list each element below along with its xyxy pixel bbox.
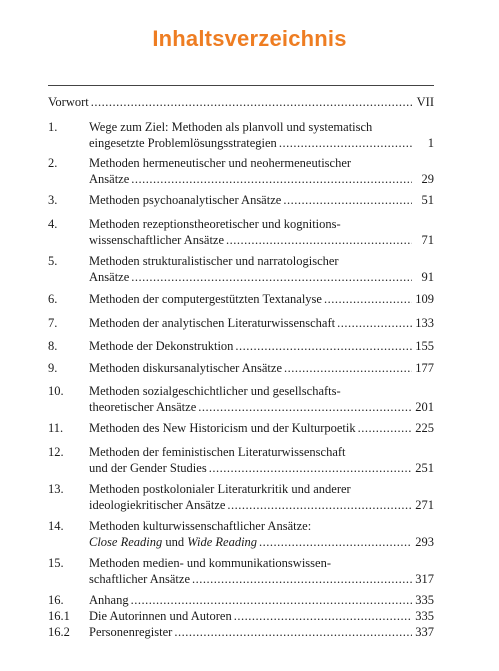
- entry-title-line1: Methoden kulturwissenschaftlicher Ansätze:: [89, 519, 312, 533]
- page-number: 133: [415, 316, 434, 330]
- page-number: 225: [415, 421, 434, 435]
- italic-term: Close Reading: [89, 535, 163, 549]
- entry-title-line2: Ansätze: [89, 172, 130, 186]
- leader-dots: [235, 338, 412, 354]
- entry-number: 10.: [48, 384, 64, 398]
- page-number: 177: [415, 361, 434, 375]
- page-number: 51: [421, 193, 434, 207]
- entry-number: 4.: [48, 217, 58, 231]
- leader-dots: [131, 269, 412, 285]
- entry-title-line1: Methoden rezeptionstheoretischer und kognitions-: [89, 217, 341, 231]
- leader-dots: [174, 624, 412, 640]
- entry-title: Anhang: [89, 593, 129, 607]
- entry-number: 16.: [48, 593, 64, 607]
- page-number: 293: [415, 535, 434, 549]
- entry-title-line1: Methoden hermeneutischer und neohermeneutischer: [89, 156, 352, 170]
- conjunction: und: [162, 535, 188, 549]
- entry-title: Personenregister: [89, 625, 173, 639]
- entry-number: 2.: [48, 156, 58, 170]
- entry-number: 11.: [48, 421, 64, 435]
- page-number: 71: [421, 233, 434, 247]
- leader-dots: [198, 399, 412, 415]
- leader-dots: [259, 534, 412, 550]
- leader-dots: [358, 420, 412, 436]
- title-rule: [48, 85, 434, 86]
- entry-number: 5.: [48, 254, 58, 268]
- page-number: 91: [421, 270, 434, 284]
- leader-dots: [192, 571, 412, 587]
- entry-title-line2: [89, 534, 257, 550]
- leader-dots: [337, 315, 412, 331]
- leader-dots: [131, 171, 412, 187]
- page-number: 337: [415, 625, 434, 639]
- entry-title: Methode der Dekonstruktion: [89, 339, 234, 353]
- entry-number: 8.: [48, 339, 58, 353]
- entry-title-line1: Methoden sozialgeschichtlicher und gesellschafts-: [89, 384, 341, 398]
- page-number: VII: [416, 95, 434, 109]
- entry-title-line2: ideologiekritischer Ansätze: [89, 498, 226, 512]
- entry-number: 7.: [48, 316, 58, 330]
- leader-dots: [131, 592, 412, 608]
- entry-number: 13.: [48, 482, 64, 496]
- entry-title-line2: eingesetzte Problemlösungsstrategien: [89, 136, 277, 150]
- entry-number: 6.: [48, 292, 58, 306]
- leader-dots: [283, 192, 412, 208]
- entry-number: 16.2: [48, 625, 70, 639]
- entry-title-line2: und der Gender Studies: [89, 461, 207, 475]
- page-number: 109: [415, 292, 434, 306]
- entry-title-line1: Methoden postkolonialer Literaturkritik und anderer: [89, 482, 351, 496]
- entry-title-line2: Ansätze: [89, 270, 130, 284]
- entry-title: Die Autorinnen und Autoren: [89, 609, 232, 623]
- page-number: 271: [415, 498, 434, 512]
- leader-dots: [324, 291, 412, 307]
- entry-number: 16.1: [48, 609, 70, 623]
- entry-number: 12.: [48, 445, 64, 459]
- entry-number: 15.: [48, 556, 64, 570]
- entry-number: 1.: [48, 120, 58, 134]
- italic-term: Wide Reading: [187, 535, 258, 549]
- page-title: Inhaltsverzeichnis: [152, 26, 347, 51]
- page-number: 251: [415, 461, 434, 475]
- page-number: 335: [415, 609, 434, 623]
- page-number: 1: [427, 136, 434, 150]
- leader-dots: [234, 608, 412, 624]
- entry-label: Vorwort: [48, 95, 89, 109]
- entry-number: 9.: [48, 361, 58, 375]
- entry-title-line1: Wege zum Ziel: Methoden als planvoll und systematisch: [89, 120, 373, 134]
- page-number: 317: [415, 572, 434, 586]
- entry-title-line2: theoretischer Ansätze: [89, 400, 197, 414]
- entry-title: Methoden der computergestützten Textanalyse: [89, 292, 322, 306]
- entry-title-line1: Methoden medien- und kommunikationswissen-: [89, 556, 331, 570]
- entry-title: Methoden des New Historicism und der Kulturpoetik: [89, 421, 356, 435]
- leader-dots: [226, 232, 412, 248]
- entry-title: Methoden der analytischen Literaturwissenschaft: [89, 316, 336, 330]
- leader-dots: [209, 460, 412, 476]
- entry-title-line1: Methoden der feministischen Literaturwissenschaft: [89, 445, 346, 459]
- page-number: 201: [415, 400, 434, 414]
- entry-title-line2: schaftlicher Ansätze: [89, 572, 190, 586]
- page-number: 335: [415, 593, 434, 607]
- entry-title-line2: wissenschaftlicher Ansätze: [89, 233, 225, 247]
- leader-dots: [227, 497, 412, 513]
- entry-title-line1: Methoden strukturalistischer und narratologischer: [89, 254, 339, 268]
- entry-title: Methoden psychoanalytischer Ansätze: [89, 193, 282, 207]
- entry-number: 3.: [48, 193, 58, 207]
- leader-dots: [279, 135, 412, 151]
- page-number: 29: [421, 172, 434, 186]
- page-number: 155: [415, 339, 434, 353]
- entry-title: Methoden diskursanalytischer Ansätze: [89, 361, 283, 375]
- leader-dots: [91, 94, 412, 110]
- entry-number: 14.: [48, 519, 64, 533]
- leader-dots: [284, 360, 412, 376]
